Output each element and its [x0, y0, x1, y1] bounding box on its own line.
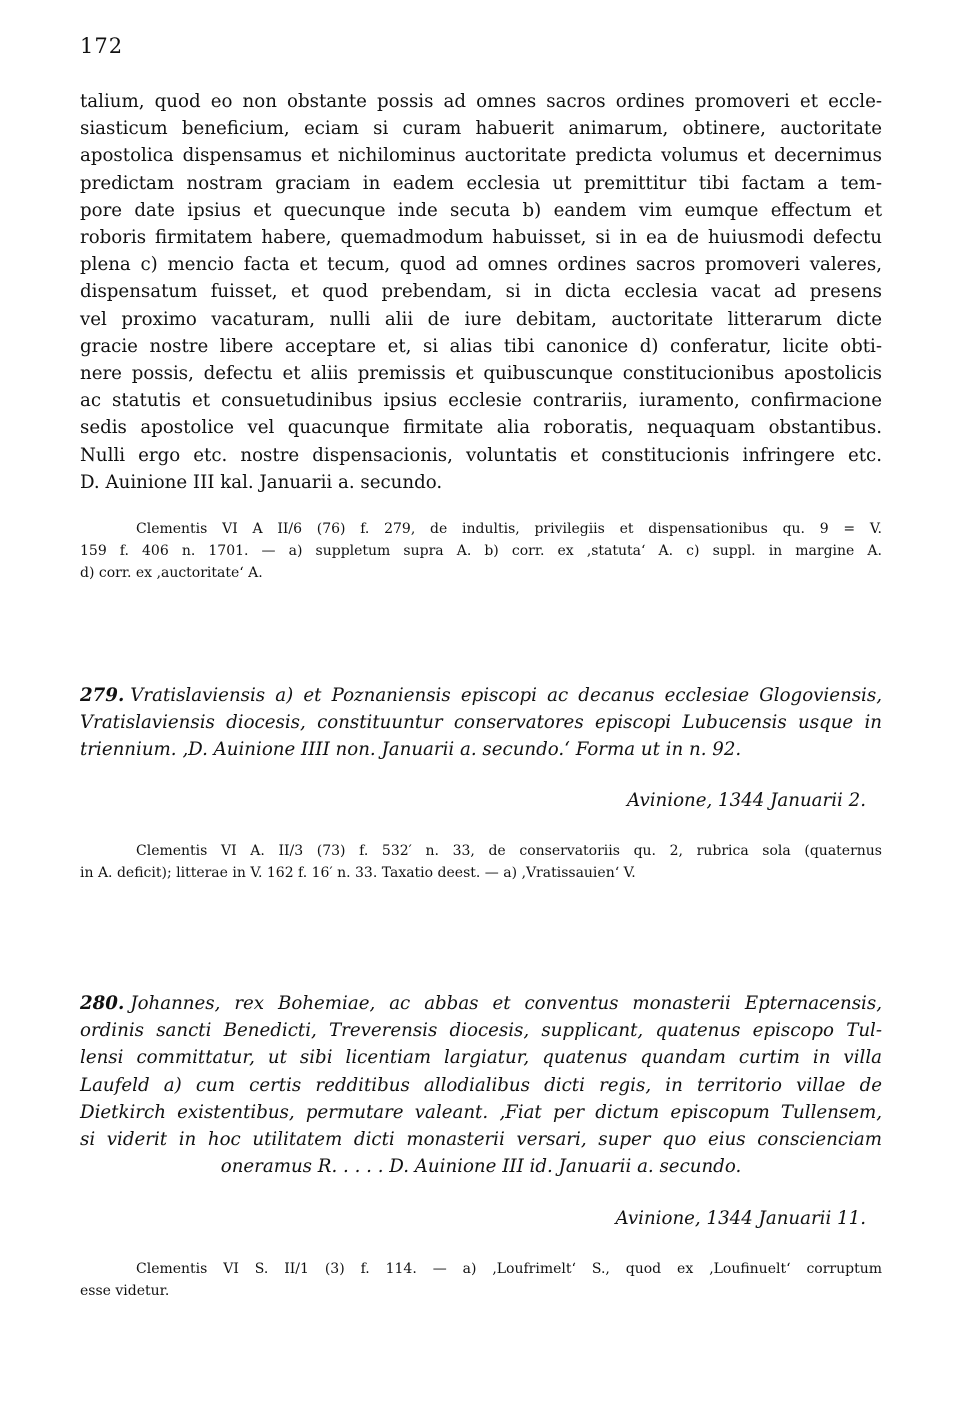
text-line: sedis apostolice vel quacunque firmitate alia roboratis, nequaquam obstantibus.	[80, 417, 882, 439]
footnote-block	[80, 840, 882, 884]
text-line: predictam nostram graciam in eadem ecclesia ut premittitur tibi factam a tem-	[80, 172, 882, 194]
entry-line: lensi committatur, ut sibi licentiam largiatur, quatenus quandam curtim in villa	[80, 1047, 882, 1069]
text-line: nere possis, defectu et aliis premissis et quibuscunque constitucionibus apostolicis	[80, 363, 882, 385]
footnote-line: Clementis VI A. II/3 (73) f. 532′ n. 33, de conservatoriis qu. 2, rubrica sola (quaternus	[136, 843, 882, 859]
entry-line: ordinis sancti Benedicti, Treverensis diocesis, supplicant, quatenus episcopo Tul-	[80, 1020, 882, 1042]
entry-line-text: Vratislaviensis a) et Poznaniensis episcopi ac decanus ecclesiae Glogoviensis,	[130, 685, 882, 706]
footnote-line: Clementis VI A II/6 (76) f. 279, de indultis, privilegiis et dispensationibus qu. 9 = V.	[136, 521, 882, 537]
text-line: D. Auinione III kal. Januarii a. secundo.	[80, 471, 443, 493]
text-line: apostolica dispensamus et nichilominus auctoritate predicta volumus et decernimus	[80, 145, 882, 167]
text-line: talium, quod eo non obstante possis ad omnes sacros ordines promoveri et eccle-	[80, 91, 882, 112]
text-line: vel proximo vacaturam, nulli alii de iure debitam, auctoritate litterarum dicte	[80, 308, 882, 330]
entry-line: Laufeld a) cum certis redditibus allodialibus dicti regis, in territorio villae de	[80, 1074, 882, 1096]
entry-number: 280.	[80, 993, 125, 1014]
text-line: siasticum beneficium, eciam si curam habuerit animarum, obtinere, auctoritate	[80, 118, 882, 140]
entry-line: oneramus R. . . . . D. Auinione III id. Januarii a. secundo.	[220, 1156, 742, 1178]
entry-number: 279.	[80, 685, 125, 706]
text-line: pore date ipsius et quecunque inde secuta b) eandem vim eumque effectum et	[80, 199, 882, 221]
text-line: dispensatum fuisset, et quod prebendam, si in dicta ecclesia vacat ad presens	[80, 281, 882, 303]
entry-279-dateline: Avinione, 1344 Januarii 2.	[627, 790, 866, 811]
entry-line: Vratislaviensis diocesis, constituuntur conservatores episcopi Lubucensis usque in	[80, 712, 882, 734]
entry-line	[80, 990, 882, 1017]
text-line: roboris firmitatem habere, quemadmodum habuisset, si in ea de huiusmodi defectu	[80, 227, 882, 249]
entry-line: triennium. ‚D. Auinione IIII non. Januarii a. secundo.‘ Forma ut in n. 92.	[80, 739, 742, 761]
main-text-block	[80, 88, 882, 496]
text-line: Nulli ergo etc. nostre dispensacionis, voluntatis et constitucionis infringere etc.	[80, 444, 882, 466]
footnote-block	[80, 518, 882, 584]
footnote-line: esse videtur.	[80, 1283, 170, 1299]
entry-280-dateline: Avinione, 1344 Januarii 11.	[615, 1208, 866, 1229]
footnote-line: d) corr. ex ‚auctoritate‘ A.	[80, 565, 263, 581]
footnote-line: 159 f. 406 n. 1701. — a) suppletum supra A. b) corr. ex ‚statuta‘ A. c) suppl. in margine A.	[80, 543, 882, 559]
entry-280	[80, 990, 882, 1180]
entry-279	[80, 682, 882, 764]
entry-line: si viderit in hoc utilitatem dicti monasterii versari, super quo eius conscienciam	[80, 1129, 882, 1151]
entry-line-text: Johannes, rex Bohemiae, ac abbas et conventus monasterii Epternacensis,	[130, 993, 882, 1014]
footnote-line: in A. deficit); litterae in V. 162 f. 16′ n. 33. Taxatio deest. — a) ‚Vratissauien‘ V.	[80, 865, 636, 881]
entry-line: Dietkirch existentibus, permutare valeant. ‚Fiat per dictum episcopum Tullensem,	[80, 1101, 882, 1123]
text-line: gracie nostre libere acceptare et, si alias tibi canonice d) conferatur, licite obti-	[80, 335, 882, 357]
footnote-line: Clementis VI S. II/1 (3) f. 114. — a) ‚Loufrimelt‘ S., quod ex ‚Loufinuelt‘ corruptum	[136, 1261, 882, 1277]
entry-line	[80, 682, 882, 709]
footnote-block	[80, 1258, 882, 1302]
page-number: 172	[80, 34, 124, 58]
text-line: plena c) mencio facta et tecum, quod ad omnes ordines sacros promoveri valeres,	[80, 254, 882, 276]
text-line: ac statutis et consuetudinibus ipsius ecclesie contrariis, iuramento, confirmacione	[80, 390, 882, 412]
